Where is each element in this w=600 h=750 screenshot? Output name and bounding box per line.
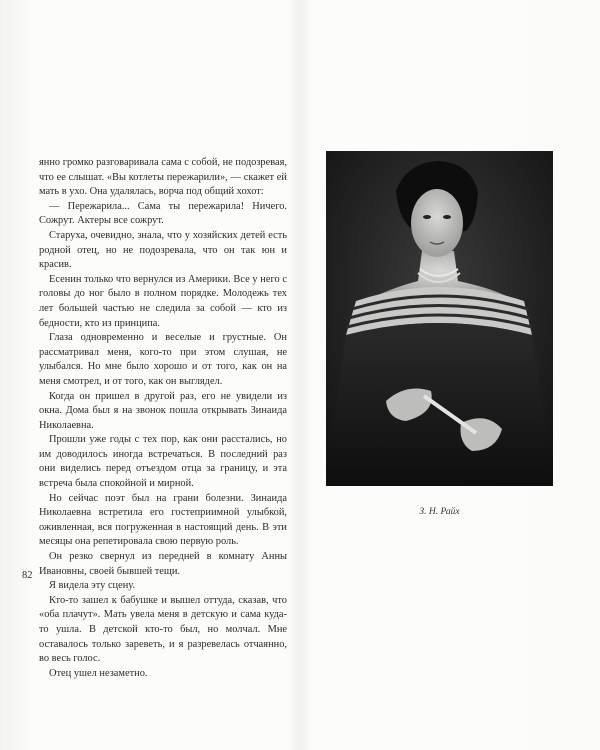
photo-caption: З. Н. Райх: [419, 507, 460, 517]
text-column: [39, 156, 287, 681]
paragraph: Отец ушел незаметно.: [49, 667, 148, 679]
paragraph: янно громко разговаривала сама с собой, не подозревая, что ее слышат. «Вы котлеты пережарили», — скажет ей мать в ухо. Она удалялась, ворча под общий хохот:: [39, 157, 287, 198]
paragraph: Есенин только что вернулся из Америки. Все у него с головы до ног было в полном порядке. Молодежь тех лет большей частью не следила за собой — кто из бедности, кто из принципа.: [39, 273, 287, 329]
paragraph: Старуха, очевидно, знала, что у хозяйских детей есть родной отец, но не подозревала, что он так юн и красив.: [39, 229, 287, 271]
paragraph: Кто-то зашел к бабушке и вышел оттуда, сказав, что «оба плачут». Мать увела меня в детскую и сама куда-то ушла. В детской кто-то был, но молчал. Мне оставалось только зареветь, и я разревелась отчаянно, во весь голос.: [39, 594, 287, 665]
portrait-photo: [326, 151, 553, 486]
paragraph: Я видела эту сцену.: [49, 580, 136, 592]
paragraph: Прошли уже годы с тех пор, как они расстались, но им доводилось иногда встречаться. В последний раз они виделись перед отъездом отца за границу, и эта встреча была спокойной и мирной.: [39, 434, 287, 490]
paragraph: Но сейчас поэт был на грани болезни. Зинаида Николаевна встретила его гостеприимной улыбкой, оживленная, вся погруженная в настоящий день. В эти месяцы она репетировала свою первую роль.: [39, 492, 287, 548]
paragraph: Когда он пришел в другой раз, его не увидели из окна. Дома был я на звонок пошла открывать Зинаида Николаевна.: [39, 390, 287, 431]
page-number: 82: [22, 570, 33, 581]
paragraph: — Пережарила... Сама ты пережарила! Ничего. Сожрут. Актеры все сожрут.: [39, 200, 287, 227]
paragraph: Он резко свернул из передней в комнату Анны Ивановны, своей бывшей тещи.: [39, 551, 287, 577]
portrait-image: [326, 151, 553, 486]
paragraph: Глаза одновременно и веселые и грустные. Он рассматривал меня, кого-то при этом слушая, не улыбался. Но мне было хорошо и от того, как он на меня смотрел, и от того, как он выглядел.: [39, 332, 287, 387]
